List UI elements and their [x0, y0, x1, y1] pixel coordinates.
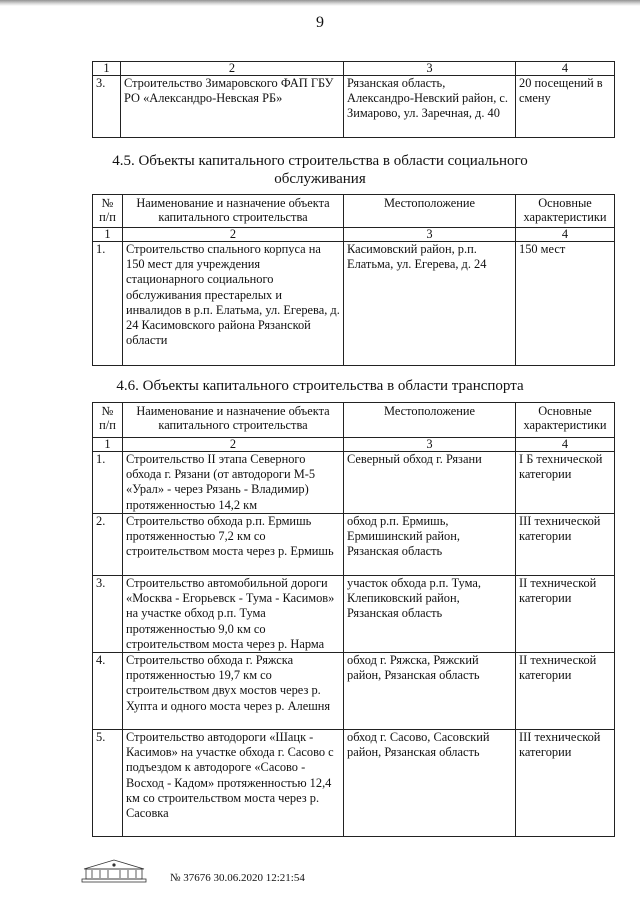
row-characteristics: II технической категории	[516, 653, 615, 730]
header-location: Местоположение	[344, 195, 516, 228]
row-characteristics: III технической категории	[516, 514, 615, 576]
row-location: Рязанская область, Александро-Невский район, с. Зимарово, ул. Заречная, д. 40	[344, 76, 516, 138]
table-row	[93, 76, 615, 138]
col-num-3: 3	[344, 62, 516, 76]
row-characteristics: 150 мест	[516, 242, 615, 366]
row-number: 4.	[93, 653, 123, 730]
table-row	[93, 242, 615, 366]
scan-edge	[0, 0, 640, 6]
row-location: обход г. Ряжска, Ряжский район, Рязанская область	[344, 653, 516, 730]
column-number-row	[93, 62, 615, 76]
row-location: Северный обход г. Рязани	[344, 452, 516, 514]
col-num-2: 2	[123, 438, 344, 452]
row-number: 3.	[93, 576, 123, 653]
row-number: 5.	[93, 730, 123, 837]
section-4-5-title-text: 4.5. Объекты капитального строительства в области социального обслуживания	[112, 153, 528, 187]
row-location: обход г. Сасово, Сасовский район, Рязанская область	[344, 730, 516, 837]
column-number-row	[93, 228, 615, 242]
col-num-2: 2	[123, 228, 344, 242]
page-number: 9	[316, 14, 324, 31]
section-4-6-title: 4.6. Объекты капитального строительства в области транспорта	[116, 378, 524, 394]
col-num-3: 3	[344, 438, 516, 452]
row-number: 1.	[93, 452, 123, 514]
row-object-name: Строительство обхода г. Ряжска протяженностью 19,7 км со строительством двух мостов через р. Хупта и одного моста через р. Алешня	[123, 653, 344, 730]
col-num-1: 1	[93, 228, 123, 242]
row-characteristics: I Б технической категории	[516, 452, 615, 514]
table-row	[93, 576, 615, 653]
row-object-name: Строительство спального корпуса на 150 мест для учреждения стационарного социального обслуживания престарелых и инвалидов в р.п. Елатьма, ул. Егерева, д. 24 Касимовского района Рязанской области	[123, 242, 344, 366]
table-social-services	[92, 194, 615, 366]
header-characteristics: Основные характеристики	[516, 195, 615, 228]
table-header-row	[93, 195, 615, 228]
row-number: 2.	[93, 514, 123, 576]
row-object-name: Строительство автодороги «Шацк - Касимов» на участке обхода г. Сасово с подъездом к автодороге «Сасово - Восход - Кадом» протяженностью 12,4 км со строительством моста через р. Сасовка	[123, 730, 344, 837]
row-characteristics: 20 посещений в смену	[516, 76, 615, 138]
row-location: участок обхода р.п. Тума, Клепиковский район, Рязанская область	[344, 576, 516, 653]
table-row	[93, 653, 615, 730]
row-location: обход р.п. Ермишь, Ермишинский район, Рязанская область	[344, 514, 516, 576]
table-row	[93, 514, 615, 576]
row-object-name: Строительство автомобильной дороги «Москва - Егорьевск - Тума - Касимов» на участке обход р.п. Тума протяженностью 9,0 км со строительством моста через р. Нарма	[123, 576, 344, 653]
header-location: Местоположение	[344, 403, 516, 438]
header-object-name: Наименование и назначение объекта капитального строительства	[123, 403, 344, 438]
col-num-2: 2	[121, 62, 344, 76]
row-number: 3.	[93, 76, 121, 138]
table-row	[93, 730, 615, 837]
registration-stamp-text: № 37676 30.06.2020 12:21:54	[170, 872, 305, 884]
row-object-name: Строительство обхода р.п. Ермишь протяженностью 7,2 км со строительством моста через р. Ермишь	[123, 514, 344, 576]
header-characteristics: Основные характеристики	[516, 403, 615, 438]
header-number: № п/п	[93, 403, 123, 438]
header-number: № п/п	[93, 195, 123, 228]
col-num-4: 4	[516, 62, 615, 76]
row-characteristics: II технической категории	[516, 576, 615, 653]
row-object-name: Строительство Зимаровского ФАП ГБУ РО «Александро-Невская РБ»	[121, 76, 344, 138]
col-num-1: 1	[93, 438, 123, 452]
col-num-4: 4	[516, 228, 615, 242]
row-characteristics: III технической категории	[516, 730, 615, 837]
row-location: Касимовский район, р.п. Елатьма, ул. Егерева, д. 24	[344, 242, 516, 366]
col-num-1: 1	[93, 62, 121, 76]
header-object-name: Наименование и назначение объекта капитального строительства	[123, 195, 344, 228]
section-4-5-title	[0, 152, 640, 188]
table-healthcare-continued	[92, 61, 615, 138]
col-num-3: 3	[344, 228, 516, 242]
table-transport	[92, 402, 615, 837]
col-num-4: 4	[516, 438, 615, 452]
row-object-name: Строительство II этапа Северного обхода г. Рязани (от автодороги М-5 «Урал» - через Рязань - Владимир) протяженностью 14,2 км	[123, 452, 344, 514]
row-number: 1.	[93, 242, 123, 366]
table-header-row	[93, 403, 615, 438]
column-number-row	[93, 438, 615, 452]
table-row	[93, 452, 615, 514]
government-building-stamp-icon	[80, 857, 148, 883]
